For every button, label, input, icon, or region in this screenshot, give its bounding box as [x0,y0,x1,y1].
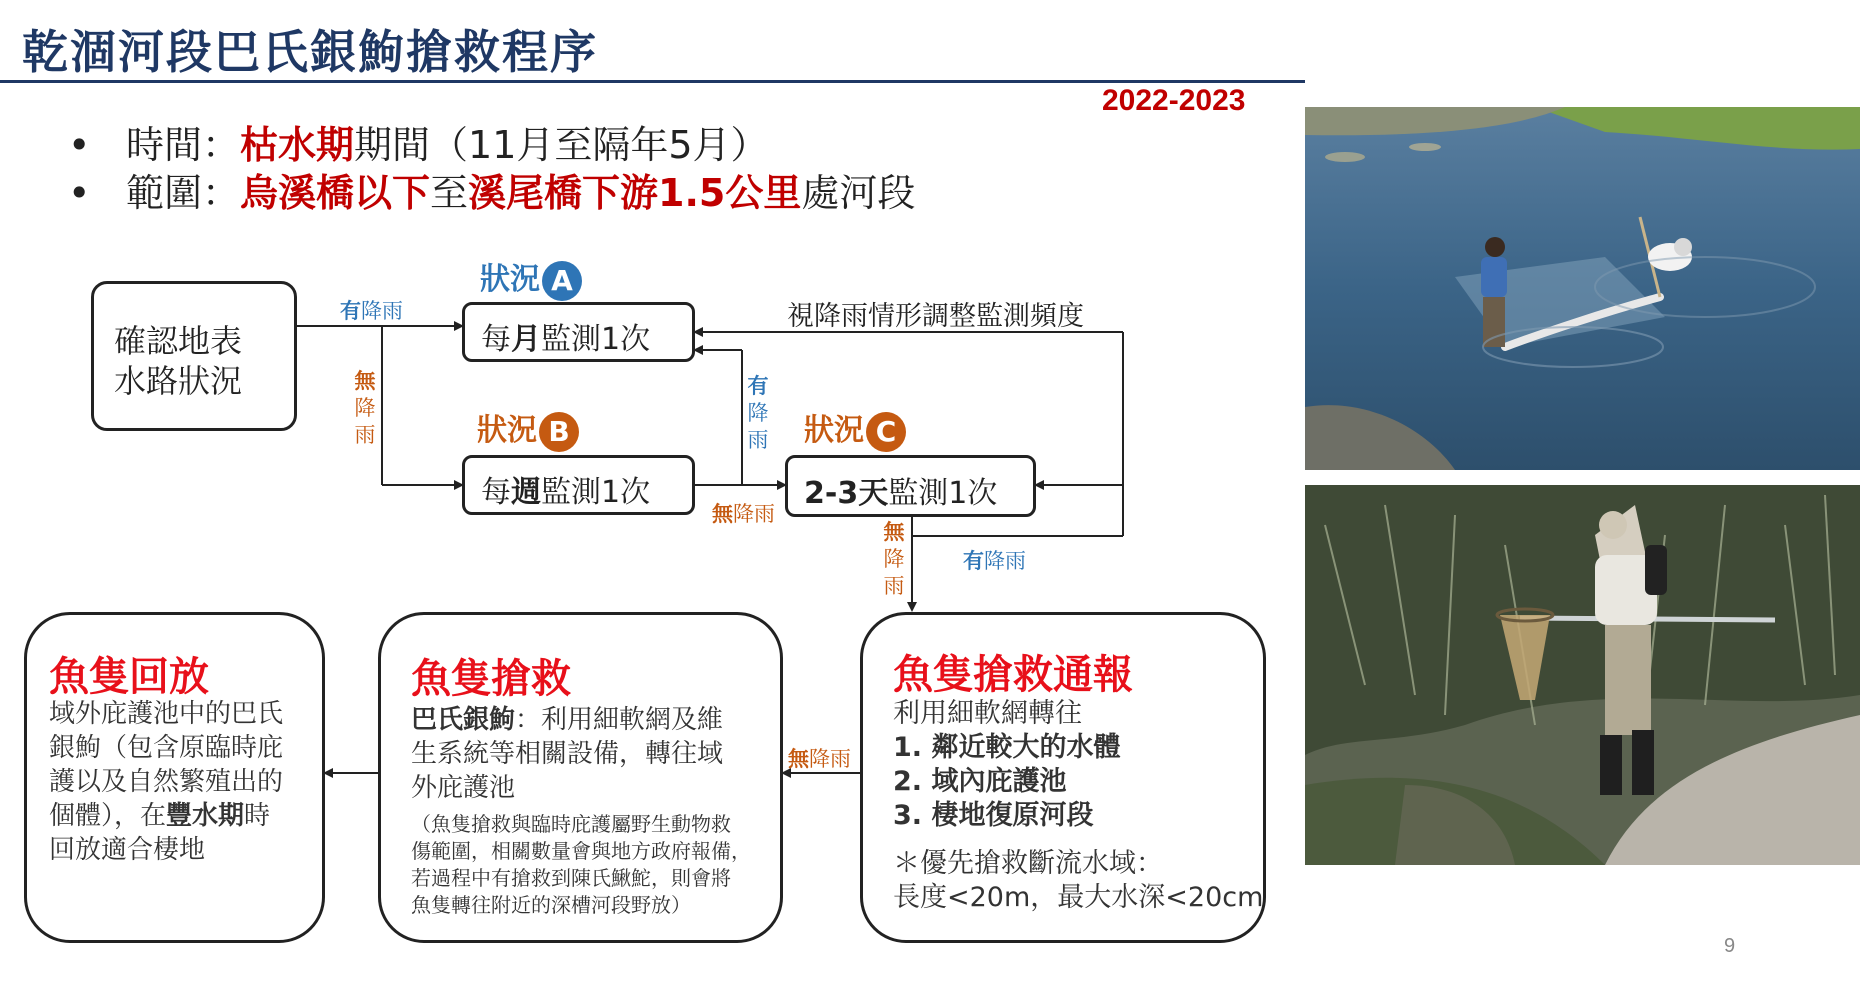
report-intro: 利用細軟網轉往 [893,698,1082,729]
release-line-3: 護以及自然繁殖出的 [49,767,284,797]
days-monitoring-box [785,455,1036,517]
report-note-1: ＊優先搶救斷流水域： [893,848,1163,879]
release-line-1: 域外庇護池中的巴氏 [49,699,284,729]
confirm-surface-water-box [91,281,297,431]
weekly-prefix: 每 [481,475,511,510]
bullet-emphasis: 枯水期 [240,123,355,167]
bullet-text: 期間（11月至隔年5月） [354,123,769,167]
rescue-note-3: 若過程中有搶救到陳氏鰍鮀，則會將 [411,866,731,890]
release-line-2: 銀鮈（包含原臨時庇 [49,733,284,763]
status-b-label [477,405,579,452]
rescue-report-card [860,612,1266,943]
rain-vertical-label [746,373,770,454]
photo-river-netting [1305,107,1860,470]
year-range: 2022-2023 [1102,84,1246,117]
weekly-monitoring-box [462,455,695,515]
days-suffix: 監測1次 [888,476,998,511]
rain-label-1 [340,295,403,325]
rain-label-2 [963,545,1026,575]
rescue-line-3: 外庇護池 [411,773,516,803]
release-title: 魚隻回放 [49,654,209,700]
vchar: 雨 [354,423,376,447]
release-wet-season: 豐水期 [166,801,245,831]
bullet-label: 範圍： [126,171,241,215]
monthly-strong: 月 [511,322,541,357]
weekly-strong: 週 [511,475,541,510]
bullet-label: 時間： [126,123,241,167]
release-line-4 [49,799,270,833]
vchar: 有 [747,374,769,398]
hand-net-illustration [1305,485,1860,865]
report-item-3: 3. 棲地復原河段 [893,800,1094,831]
monthly-suffix: 監測1次 [541,322,651,357]
weekly-text [481,467,650,511]
days-strong: 2-3天 [804,476,889,511]
bullet-text: 至 [430,171,469,215]
page-title: 乾涸河段巴氏銀鮈搶救程序 [22,25,598,79]
rescue-note-2: 傷範圍，相關數量會與地方政府報備， [411,839,751,863]
vchar: 雨 [883,574,905,598]
vchar: 降 [883,547,905,571]
fish-rescue-card [378,612,783,943]
status-c-label [804,405,906,452]
page-number: 9 [1724,935,1736,957]
bullet-emphasis: 烏溪橋以下 [240,171,431,215]
vchar: 降 [747,401,769,425]
river-netting-illustration [1305,107,1860,470]
rescue-species: 巴氏銀鮈 [411,705,516,735]
photo-hand-net [1305,485,1860,865]
rescue-line-2: 生系統等相關設備，轉往域 [411,739,724,769]
fish-release-card [24,612,325,943]
rain-suffix: 降雨 [361,299,403,323]
bullet-emphasis-2: 溪尾橋下游1.5公里 [468,171,802,215]
confirm-line-1: 確認地表 [114,322,243,360]
no-rain-suffix: 降雨 [733,502,775,526]
weekly-suffix: 監測1次 [541,475,651,510]
rain-suffix: 降雨 [984,549,1026,573]
release-line-4-tail: 時 [244,801,271,831]
monthly-prefix: 每 [481,322,511,357]
adjust-frequency-note: 視降雨情形調整監測頻度 [787,301,1084,332]
bullet-text-2: 處河段 [801,171,916,215]
rescue-title: 魚隻搶救 [411,656,571,702]
rain-prefix: 有 [963,549,984,573]
report-title: 魚隻搶救通報 [893,652,1133,698]
status-a-text: 狀況 [480,262,540,297]
no-rain-prefix: 無 [788,747,809,771]
status-b-badge: B [539,412,579,452]
release-line-5: 回放適合棲地 [49,835,206,865]
release-line-4-text: 個體），在 [49,801,167,831]
monthly-monitoring-box [462,302,695,362]
status-a-badge: A [542,261,582,301]
status-b-text: 狀況 [477,413,537,448]
no-rain-vertical-label-1 [353,368,377,449]
no-rain-vertical-label-2 [882,519,906,600]
vchar: 雨 [747,428,769,452]
status-c-text: 狀況 [804,413,864,448]
no-rain-prefix: 無 [712,502,733,526]
days-text [804,468,997,512]
vchar: 無 [354,369,376,393]
bullet-marker: • [68,171,91,215]
monthly-text [481,314,650,358]
status-a-label [480,254,582,301]
no-rain-label-2 [788,743,851,773]
rescue-lead-text: ：利用細軟網及維 [515,705,724,735]
report-note-2: 長度<20m，最大水深<20cm [893,882,1264,913]
report-item-2: 2. 域內庇護池 [893,766,1067,797]
status-c-badge: C [866,412,906,452]
rescue-line-1 [411,703,723,737]
vchar: 無 [883,520,905,544]
bullet-marker: • [68,123,91,167]
confirm-line-2: 水路狀況 [114,362,243,400]
rain-prefix: 有 [340,299,361,323]
rescue-note-1: （魚隻搶救與臨時庇護屬野生動物救 [411,812,731,836]
report-item-1: 1. 鄰近較大的水體 [893,732,1121,763]
no-rain-label-1 [712,498,775,528]
no-rain-suffix: 降雨 [809,747,851,771]
vchar: 降 [354,396,376,420]
rescue-note-4: 魚隻轉往附近的深槽河段野放） [411,893,691,917]
